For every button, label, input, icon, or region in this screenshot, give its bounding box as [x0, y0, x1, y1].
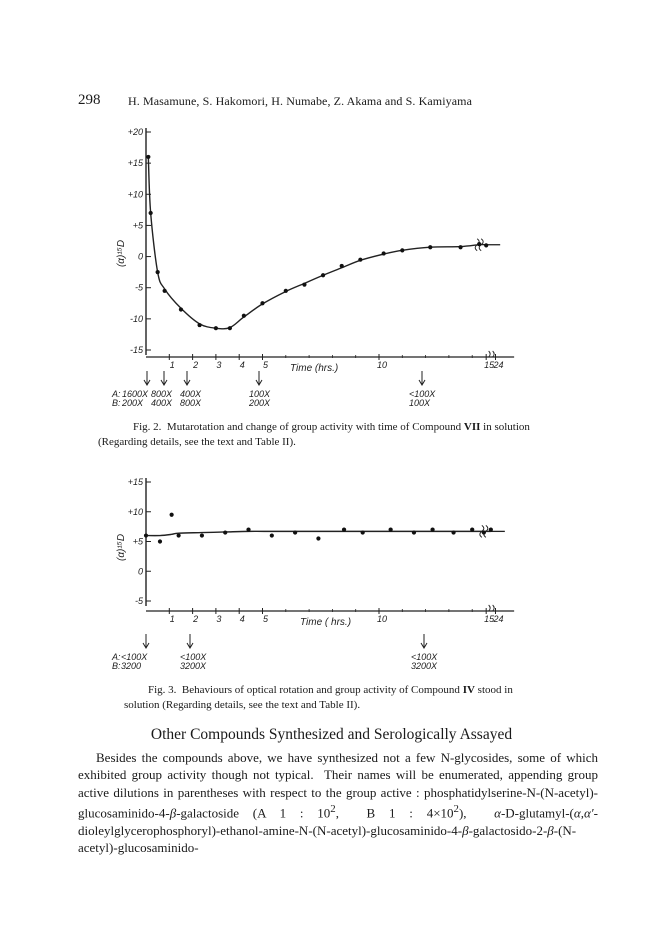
data-point	[316, 536, 320, 540]
page-number: 298	[78, 92, 101, 108]
activity-value-a: <100X	[180, 652, 207, 662]
axis-break-mark	[489, 605, 491, 611]
x-tick-label: 4	[239, 360, 245, 370]
data-point	[470, 528, 474, 532]
data-point	[170, 513, 174, 517]
figure-3-axes	[116, 477, 514, 628]
data-point	[358, 258, 362, 262]
figure-2-activity	[111, 371, 436, 408]
axis-break-mark	[493, 605, 495, 611]
figure-3-activity	[111, 634, 438, 671]
data-point	[302, 283, 306, 287]
y-tick-label: 0	[137, 251, 143, 262]
data-point	[477, 242, 481, 246]
figure-2-axes	[116, 127, 514, 374]
data-curve	[148, 157, 486, 329]
data-point	[223, 530, 227, 534]
data-point	[284, 289, 288, 293]
data-point	[144, 533, 148, 537]
page-header	[78, 92, 598, 112]
running-head-authors: H. Masamune, S. Hakomori, H. Numabe, Z. Akama and S. Kamiyama	[128, 94, 473, 108]
data-point	[197, 323, 201, 327]
data-point	[430, 528, 434, 532]
data-point	[389, 528, 393, 532]
y-tick-label: +15	[127, 158, 143, 169]
data-point	[400, 248, 404, 252]
y-tick-label: +15	[127, 477, 143, 487]
x-tick-label: 2	[193, 360, 199, 370]
x-tick-label: 3	[216, 360, 222, 370]
y-tick-label: 0	[137, 566, 143, 577]
data-point	[163, 289, 167, 293]
data-point	[458, 245, 462, 249]
x-tick-label: 15	[484, 360, 495, 370]
data-point	[156, 270, 160, 274]
data-point	[246, 528, 250, 532]
data-point	[179, 307, 183, 311]
figure-2-caption: Fig. 2. Mutarotation and change of group activity with time of Compound VII in solution (Regarding details, see the text and Table II).	[98, 421, 530, 448]
data-point	[482, 530, 486, 534]
activity-value-a: <100X	[121, 652, 148, 662]
axis-break-mark	[493, 351, 495, 357]
figure-3-chart	[0, 460, 663, 720]
figure-2-points	[146, 155, 488, 330]
data-point	[361, 530, 365, 534]
data-point	[260, 301, 264, 305]
data-point	[342, 528, 346, 532]
activity-value-a: <100X	[409, 389, 436, 399]
activity-value-b: 200X	[122, 398, 144, 408]
activity-value-b: 3200	[121, 661, 142, 671]
activity-value-b: 400X	[151, 398, 173, 408]
activity-value-b: 100X	[409, 398, 431, 408]
activity-row-label-b: B:	[112, 661, 121, 671]
x-tick-label: 24	[493, 360, 504, 370]
activity-value-a: <100X	[411, 652, 438, 662]
figure-2-curve	[148, 157, 500, 329]
data-point	[177, 533, 181, 537]
data-point	[228, 326, 232, 330]
x-axis-label: Time (hrs.)	[290, 363, 339, 374]
data-point	[451, 530, 455, 534]
x-tick-label: 15	[484, 614, 495, 624]
y-tick-label: +20	[127, 127, 143, 137]
data-point	[146, 155, 150, 159]
x-axis-label: Time ( hrs.)	[300, 617, 352, 628]
data-point	[340, 264, 344, 268]
x-tick-label: 5	[262, 360, 269, 370]
data-point	[484, 243, 488, 247]
data-point	[242, 314, 246, 318]
data-point	[270, 533, 274, 537]
y-tick-label: +10	[127, 506, 143, 517]
data-point	[158, 539, 162, 543]
data-point	[200, 533, 204, 537]
data-point	[214, 326, 218, 330]
activity-value-b: 800X	[180, 398, 202, 408]
y-tick-label: -5	[134, 596, 143, 606]
activity-row-label-a: A:	[112, 652, 121, 662]
x-tick-label: 24	[493, 614, 504, 624]
body-paragraph	[78, 749, 598, 856]
data-point	[489, 528, 493, 532]
body-paragraph-text: Besides the compounds above, we have synthesized not a few N-glycosides, some of which exhibited group activity though not typical. Their names will be enumerated, appending group active dilutions in parentheses with respect to the group active : phosphatidylserine-N-(N-acetyl)-glucosaminido-4-β-galactoside (A 1 : $10^2$, B 1 : $4\times 10^2$), α-D-glutamyl-(α,α′-dioleylglycerophosphoryl)-ethanol-amine-N-(N-acetyl)-glucosaminido-4-β-galactosido-2-β-(N-acetyl)-glucosaminido-	[78, 750, 598, 855]
x-tick-label: 1	[169, 614, 175, 624]
y-axis-label: (α)¹⁵D	[116, 239, 127, 268]
figure-3-caption: Fig. 3. Behaviours of optical rotation and group activity of Compound IV stood in solution (Regarding details, see the text and Table II).	[124, 684, 513, 711]
data-point	[321, 273, 325, 277]
activity-value-a: 400X	[180, 389, 202, 399]
y-tick-label: +10	[127, 189, 143, 200]
x-tick-label: 4	[239, 614, 245, 624]
activity-value-b: 3200X	[411, 661, 438, 671]
data-point	[293, 530, 297, 534]
y-tick-label: -10	[129, 313, 143, 324]
activity-value-a: 100X	[249, 389, 271, 399]
data-point	[428, 245, 432, 249]
x-tick-label: 5	[262, 614, 269, 624]
data-point	[382, 251, 386, 255]
y-tick-label: -5	[134, 282, 143, 293]
data-point	[412, 530, 416, 534]
activity-value-b: 3200X	[180, 661, 207, 671]
x-tick-label: 10	[376, 614, 388, 624]
y-tick-label: +5	[132, 220, 143, 231]
x-tick-label: 2	[193, 614, 199, 624]
y-tick-label: -15	[129, 345, 143, 355]
y-axis-label: (α)¹⁵D	[116, 533, 127, 562]
section-title: Other Compounds Synthesized and Serologically Assayed	[150, 726, 513, 743]
x-tick-label: 3	[216, 614, 222, 624]
data-curve	[146, 531, 491, 535]
x-tick-label: 10	[376, 360, 388, 370]
activity-value-b: 200X	[249, 398, 271, 408]
activity-value-a: 1600X	[122, 389, 149, 399]
figure-3-points	[144, 513, 493, 544]
activity-row-label-b: B:	[112, 398, 121, 408]
x-tick-label: 1	[169, 360, 175, 370]
axis-break-mark	[489, 351, 491, 357]
activity-row-label-a: A:	[112, 389, 121, 399]
data-point	[149, 211, 153, 215]
activity-value-a: 800X	[151, 389, 173, 399]
y-tick-label: +5	[132, 536, 143, 547]
